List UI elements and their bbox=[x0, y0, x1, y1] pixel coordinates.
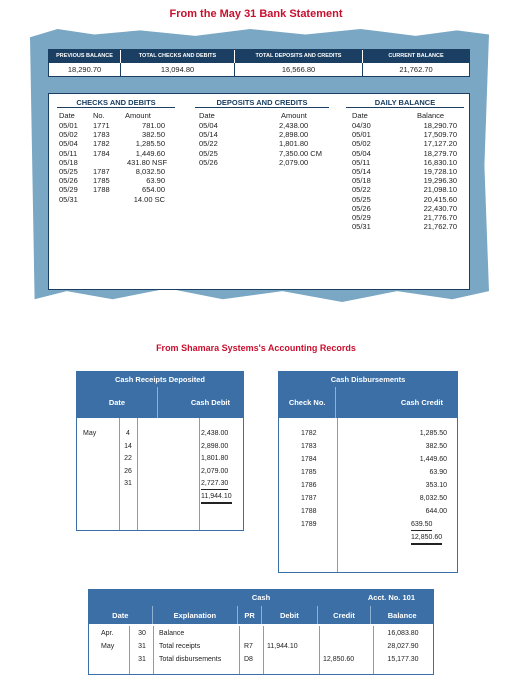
receipt-day: 14 bbox=[124, 442, 132, 450]
account-number: Acct. No. 101 bbox=[367, 593, 415, 602]
deposit-row-date: 05/22 bbox=[199, 139, 218, 149]
cash-ledger-title: Cash bbox=[251, 593, 271, 602]
daily-row-date: 05/22 bbox=[352, 185, 371, 195]
check-row-amount: 654.00 bbox=[142, 185, 165, 195]
check-row-date: 05/02 bbox=[59, 130, 78, 140]
disb-amount: 639.50 bbox=[411, 519, 432, 531]
daily-row-date: 05/18 bbox=[352, 176, 371, 186]
cash-col-header: Balance bbox=[387, 610, 417, 620]
summary-value: 18,290.70 bbox=[49, 63, 121, 76]
rule-line bbox=[119, 418, 120, 530]
col-header: No. bbox=[93, 111, 105, 120]
receipt-amount: 2,438.00 bbox=[201, 430, 229, 437]
disb-check-no: 1787 bbox=[301, 495, 317, 502]
cash-row-balance: 28,027.90 bbox=[387, 643, 419, 650]
deposit-row-amount: 2,898.00 bbox=[279, 130, 309, 140]
disb-amount: 382.50 bbox=[425, 443, 447, 450]
disb-amount: 63.90 bbox=[429, 469, 447, 476]
summary-header: CURRENT BALANCE bbox=[388, 53, 444, 59]
cash-row-credit: 12,850.60 bbox=[323, 656, 355, 663]
col-header: Date bbox=[352, 111, 368, 120]
daily-row-date: 05/11 bbox=[352, 157, 371, 167]
daily-row-balance: 20,415.60 bbox=[423, 194, 457, 204]
rule-line bbox=[263, 626, 264, 674]
receipts-total: 11,944.10 bbox=[201, 491, 232, 504]
cash-col-header: Credit bbox=[318, 606, 372, 624]
deposit-row-date: 05/26 bbox=[199, 157, 218, 167]
summary-value: 13,094.80 bbox=[121, 63, 235, 76]
disb-amount-header: Cash Credit bbox=[400, 398, 443, 407]
check-row-amount: 1,285.50 bbox=[135, 139, 165, 149]
daily-row-date: 05/04 bbox=[352, 148, 371, 158]
disb-check-no: 1783 bbox=[301, 443, 317, 450]
cash-row-pr: D8 bbox=[244, 656, 253, 663]
check-row-amount: 8,032.50 bbox=[135, 167, 165, 176]
daily-row-balance: 18,279.70 bbox=[423, 148, 457, 158]
deposit-row-date: 05/04 bbox=[199, 121, 218, 130]
deposit-row-date: 05/14 bbox=[199, 130, 218, 140]
bank-statement-title: From the May 31 Bank Statement bbox=[169, 8, 343, 20]
daily-row-date: 04/30 bbox=[352, 121, 371, 130]
check-row-number: 1788 bbox=[93, 185, 110, 195]
check-row-amount: 431.80 NSF bbox=[127, 157, 168, 167]
cash-general-ledger bbox=[88, 589, 434, 675]
cash-col-header: PR bbox=[238, 606, 262, 624]
deposit-row-amount: 2,438.00 bbox=[279, 121, 309, 130]
check-row-date: 05/04 bbox=[59, 139, 78, 149]
disb-check-no: 1784 bbox=[301, 456, 317, 463]
cash-row-day: 30 bbox=[138, 630, 146, 637]
daily-row-date: 05/25 bbox=[352, 194, 371, 204]
records-title: From Shamara Systems's Accounting Records bbox=[156, 343, 356, 353]
check-row-amount: 63.90 bbox=[146, 176, 165, 186]
statement-summary-table bbox=[48, 49, 470, 77]
cash-col-header: Date bbox=[89, 606, 153, 624]
deposits-section-title: DEPOSITS AND CREDITS bbox=[195, 97, 329, 108]
cash-row-balance: 16,083.80 bbox=[387, 630, 419, 637]
checks-section-title: CHECKS AND DEBITS bbox=[57, 97, 175, 108]
receipts-title: Cash Receipts Deposited bbox=[77, 372, 243, 387]
check-row-date: 05/25 bbox=[59, 167, 78, 176]
daily-row-date: 05/29 bbox=[352, 213, 371, 222]
cash-row-pr: R7 bbox=[244, 643, 253, 650]
check-row-amount: 14.00 SC bbox=[133, 194, 165, 204]
rule-line bbox=[199, 418, 200, 530]
disb-check-no: 1789 bbox=[301, 521, 317, 528]
cash-receipts-ledger bbox=[76, 371, 244, 531]
deposit-row-date: 05/25 bbox=[199, 148, 218, 158]
rule-line bbox=[373, 626, 374, 674]
check-no-header: Check No. bbox=[279, 387, 336, 418]
receipts-date-header: Date bbox=[77, 387, 158, 418]
daily-row-date: 05/14 bbox=[352, 167, 371, 176]
deposit-row-amount: 1,801.80 bbox=[279, 139, 309, 149]
receipt-day: 22 bbox=[124, 455, 132, 462]
disb-check-no: 1785 bbox=[301, 469, 317, 476]
cash-col-header: Debit bbox=[262, 606, 318, 624]
daily-row-balance: 19,728.10 bbox=[423, 167, 457, 176]
summary-header: TOTAL CHECKS AND DEBITS bbox=[121, 50, 235, 63]
receipts-month: May bbox=[83, 430, 97, 437]
disb-amount: 644.00 bbox=[425, 508, 447, 515]
receipt-day: 4 bbox=[126, 430, 130, 437]
daily-row-date: 05/02 bbox=[352, 139, 371, 149]
check-row-date: 05/29 bbox=[59, 185, 78, 195]
deposit-row-amount: 2,079.00 bbox=[279, 157, 309, 167]
cash-row-month: Apr. bbox=[101, 630, 114, 637]
cash-disbursements-ledger bbox=[278, 371, 458, 573]
daily-row-balance: 18,290.70 bbox=[423, 121, 457, 130]
summary-header: TOTAL DEPOSITS AND CREDITS bbox=[235, 50, 363, 63]
receipts-amount-header: Cash Debit bbox=[190, 398, 231, 407]
receipt-amount: 1,801.80 bbox=[201, 455, 229, 462]
col-header: Date bbox=[199, 111, 215, 120]
disb-amount: 8,032.50 bbox=[419, 495, 447, 502]
cash-row-month: May bbox=[101, 643, 115, 650]
check-row-number: 1787 bbox=[93, 167, 110, 176]
cash-row-explanation: Total receipts bbox=[159, 643, 201, 650]
daily-row-balance: 19,296.30 bbox=[423, 176, 457, 186]
summary-value: 21,762.70 bbox=[399, 65, 433, 74]
daily-row-balance: 16,830.10 bbox=[423, 157, 457, 167]
deposit-row-amount: 7,350.00 CM bbox=[279, 148, 322, 158]
cash-row-balance: 15,177.30 bbox=[387, 656, 419, 663]
receipt-day: 31 bbox=[124, 480, 132, 487]
rule-line bbox=[137, 418, 138, 530]
disb-check-no: 1786 bbox=[301, 482, 317, 489]
daily-row-date: 05/26 bbox=[352, 203, 371, 213]
cash-row-day: 31 bbox=[138, 656, 146, 663]
receipt-amount: 2,898.00 bbox=[201, 442, 229, 450]
col-header: Amount bbox=[281, 111, 307, 120]
cash-row-explanation: Total disbursements bbox=[159, 656, 222, 663]
disb-check-no: 1788 bbox=[301, 508, 317, 515]
cash-row-explanation: Balance bbox=[159, 630, 185, 637]
summary-value: 16,566.80 bbox=[235, 63, 363, 76]
daily-section-title: DAILY BALANCE bbox=[346, 97, 464, 108]
summary-header: PREVIOUS BALANCE bbox=[49, 50, 121, 63]
check-row-number: 1784 bbox=[93, 148, 110, 158]
rule-line bbox=[319, 626, 320, 674]
check-row-date: 05/31 bbox=[59, 194, 78, 204]
check-row-date: 05/11 bbox=[59, 148, 78, 158]
cash-col-header: Explanation bbox=[153, 606, 239, 624]
check-row-date: 05/26 bbox=[59, 176, 78, 186]
check-row-number: 1771 bbox=[93, 121, 110, 130]
disb-check-no: 1782 bbox=[301, 430, 317, 437]
receipt-amount: 2,727.30 bbox=[201, 478, 228, 490]
receipt-day: 26 bbox=[124, 467, 132, 475]
daily-row-balance: 21,098.10 bbox=[423, 185, 457, 195]
disb-total: 12,850.60 bbox=[411, 532, 442, 545]
daily-row-balance: 17,127.20 bbox=[423, 139, 457, 149]
disb-amount: 1,449.60 bbox=[419, 456, 447, 463]
check-row-amount: 781.00 bbox=[142, 121, 165, 130]
cash-row-day: 31 bbox=[138, 643, 146, 650]
daily-row-balance: 21,776.70 bbox=[423, 213, 457, 222]
daily-row-date: 05/01 bbox=[352, 130, 371, 140]
statement-detail-panel bbox=[48, 93, 470, 290]
check-row-date: 05/01 bbox=[59, 121, 78, 130]
receipt-amount: 2,079.00 bbox=[201, 467, 229, 475]
disb-amount: 353.10 bbox=[425, 482, 447, 489]
rule-line bbox=[239, 626, 240, 674]
rule-line bbox=[153, 626, 154, 674]
check-row-number: 1782 bbox=[93, 139, 110, 149]
cash-row-debit: 11,944.10 bbox=[267, 643, 298, 650]
daily-row-balance: 17,509.70 bbox=[423, 130, 457, 140]
check-row-date: 05/18 bbox=[59, 157, 78, 167]
check-row-number: 1785 bbox=[93, 176, 110, 186]
check-row-number: 1783 bbox=[93, 130, 110, 140]
col-header: Balance bbox=[417, 111, 445, 120]
check-row-amount: 382.50 bbox=[142, 130, 165, 140]
disb-amount: 1,285.50 bbox=[419, 430, 447, 437]
daily-row-balance: 21,762.70 bbox=[423, 222, 457, 232]
check-row-amount: 1,449.60 bbox=[135, 148, 165, 158]
daily-row-balance: 22,430.70 bbox=[423, 203, 457, 213]
col-header: Amount bbox=[125, 111, 151, 120]
rule-line bbox=[129, 626, 130, 674]
daily-row-date: 05/31 bbox=[352, 222, 371, 232]
col-header: Date bbox=[59, 111, 75, 120]
rule-line bbox=[337, 418, 338, 572]
disbursements-title: Cash Disbursements bbox=[279, 372, 457, 387]
